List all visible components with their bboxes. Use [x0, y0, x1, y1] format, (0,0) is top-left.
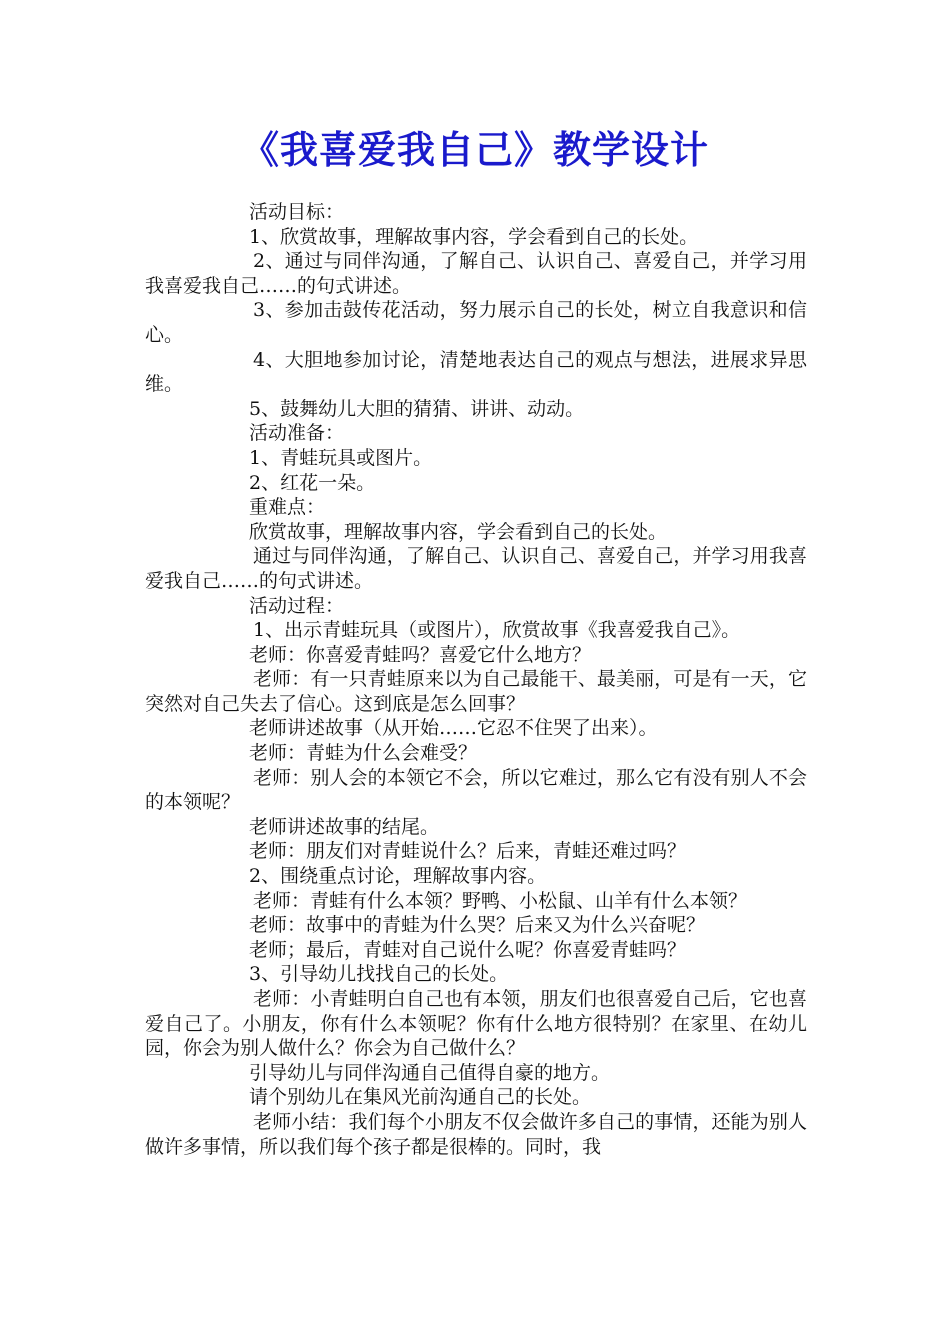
- paragraph: 老师：有一只青蛙原来以为自己最能干、最美丽，可是有一天，它突然对自己失去了信心。这到底是怎么回事？: [145, 668, 807, 715]
- paragraph: 老师：故事中的青蛙为什么哭？后来又为什么兴奋呢？: [249, 914, 706, 937]
- paragraph: 2、通过与同伴沟通，了解自己、认识自己、喜爱自己，并学习用我喜爱我自己……的句式讲述。: [145, 250, 807, 297]
- paragraph: 老师：别人会的本领它不会，所以它难过，那么它有没有别人不会的本领呢？: [145, 766, 807, 814]
- paragraph: 活动准备：: [249, 422, 345, 445]
- paragraph: 1、欣赏故事，理解故事内容，学会看到自己的长处。: [249, 225, 699, 248]
- paragraph: 欣赏故事，理解故事内容，学会看到自己的长处。: [249, 520, 668, 543]
- paragraph: 通过与同伴沟通，了解自己、认识自己、喜爱自己，并学习用我喜爱我自己……的句式讲述。: [145, 545, 807, 592]
- paragraph: 老师讲述故事（从开始……它忍不住哭了出来）。: [249, 717, 658, 740]
- paragraph: 引导幼儿与同伴沟通自己值得自豪的地方。: [249, 1061, 611, 1084]
- paragraph: 活动过程：: [249, 594, 345, 617]
- paragraph: 老师：青蛙为什么会难受？: [249, 742, 478, 765]
- paragraph: 请个别幼儿在集风光前沟通自己的长处。: [249, 1086, 592, 1109]
- paragraph: 2、围绕重点讨论，理解故事内容。: [249, 865, 547, 888]
- paragraph: 5、鼓舞幼儿大胆的猜猜、讲讲、动动。: [249, 397, 585, 420]
- paragraph: 1、青蛙玩具或图片。: [249, 446, 433, 469]
- paragraph: 老师：朋友们对青蛙说什么？后来，青蛙还难过吗？: [249, 840, 687, 863]
- paragraph: 老师；最后，青蛙对自己说什么呢？你喜爱青蛙吗？: [249, 938, 687, 961]
- paragraph: 活动目标：: [249, 201, 345, 223]
- paragraph: 3、参加击鼓传花活动，努力展示自己的长处，树立自我意识和信心。: [145, 299, 807, 346]
- paragraph: 老师：你喜爱青蛙吗？喜爱它什么地方？: [249, 643, 592, 666]
- paragraph: 重难点：: [249, 496, 326, 519]
- paragraph: 老师小结：我们每个小朋友不仅会做许多自己的事情，还能为别人做许多事情，所以我们每个孩子都是很棒的。同时，我: [145, 1110, 807, 1158]
- paragraph: 老师讲述故事的结尾。: [249, 815, 440, 838]
- document-body: [145, 200, 807, 1159]
- paragraph: 老师：小青蛙明白自己也有本领，朋友们也很喜爱自己后，它也喜爱自己了。小朋友，你有什么本领呢？你有什么地方很特别？在家里、在幼儿园，你会为别人做什么？你会为自己做什么？: [145, 988, 807, 1060]
- paragraph: 2、红花一朵。: [249, 471, 376, 494]
- paragraph: 3、引导幼儿找找自己的长处。: [249, 963, 509, 986]
- document-title: 《我喜爱我自己》教学设计: [240, 128, 709, 172]
- paragraph: 1、出示青蛙玩具（或图片），欣赏故事《我喜爱我自己》。: [253, 619, 741, 642]
- paragraph: 4、大胆地参加讨论，清楚地表达自己的观点与想法，进展求异思维。: [145, 348, 807, 396]
- paragraph: 老师：青蛙有什么本领？野鸭、小松鼠、山羊有什么本领？: [253, 889, 748, 912]
